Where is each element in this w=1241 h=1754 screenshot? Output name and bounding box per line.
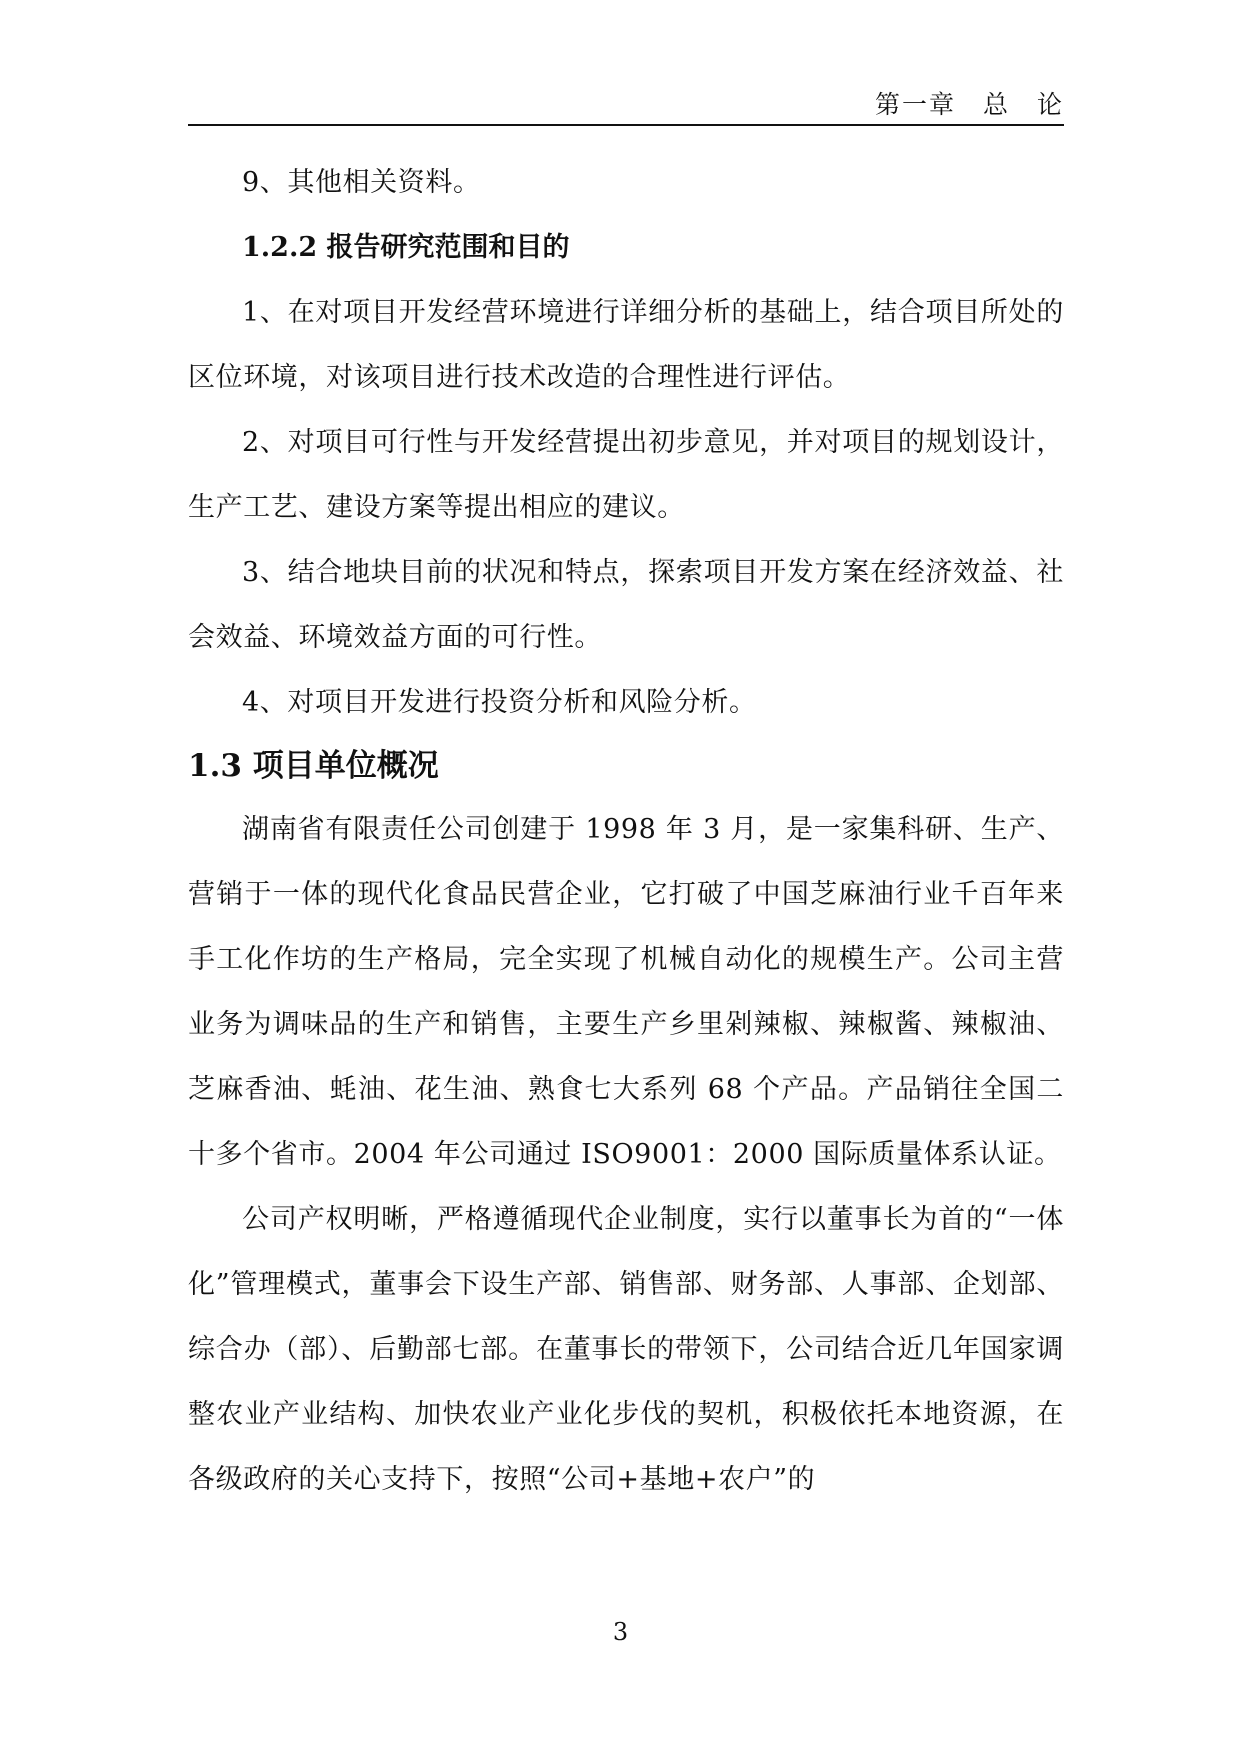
page-number: 3 (612, 1618, 629, 1646)
section-heading-1-3: 1.3 项目单位概况 (188, 748, 439, 784)
scope-item-4: 4、对项目开发进行投资分析和风险分析。 (242, 687, 757, 718)
header-divider (188, 124, 1064, 126)
scope-item-1: 1、在对项目开发经营环境进行详细分析的基础上，结合项目所处的区位环境，对该项目进行技术改造的合理性进行评估。 (188, 297, 1064, 393)
scope-item-2: 2、对项目可行性与开发经营提出初步意见，并对项目的规划设计，生产工艺、建设方案等提出相应的建议。 (188, 427, 1064, 523)
page-body (188, 150, 1064, 1512)
company-management-paragraph: 公司产权明晰，严格遵循现代企业制度，实行以董事长为首的“一体化”管理模式，董事会下设生产部、销售部、财务部、人事部、企划部、综合办（部）、后勤部七部。在董事长的带领下，公司结合近几年国家调整农业产业结构、加快农业产业化步伐的契机，积极依托本地资源，在各级政府的关心支持下，按照“公司+基地+农户”的 (188, 1204, 1064, 1495)
scope-item-3: 3、结合地块目前的状况和特点，探索项目开发方案在经济效益、社会效益、环境效益方面的可行性。 (188, 557, 1064, 653)
running-header: 第一章 总 论 (874, 90, 1064, 119)
section-heading-1-2-2: 1.2.2 报告研究范围和目的 (242, 232, 570, 263)
list-item-9: 9、其他相关资料。 (242, 167, 481, 198)
company-overview-paragraph: 湖南省有限责任公司创建于 1998 年 3 月，是一家集科研、生产、营销于一体的现代化食品民营企业，它打破了中国芝麻油行业千百年来手工化作坊的生产格局，完全实现了机械自动化的规模生产。公司主营业务为调味品的生产和销售，主要生产乡里剁辣椒、辣椒酱、辣椒油、芝麻香油、蚝油、花生油、熟食七大系列 68 个产品。产品销往全国二十多个省市。2004 年公司通过 ISO9001：2000 国际质量体系认证。 (188, 814, 1064, 1170)
